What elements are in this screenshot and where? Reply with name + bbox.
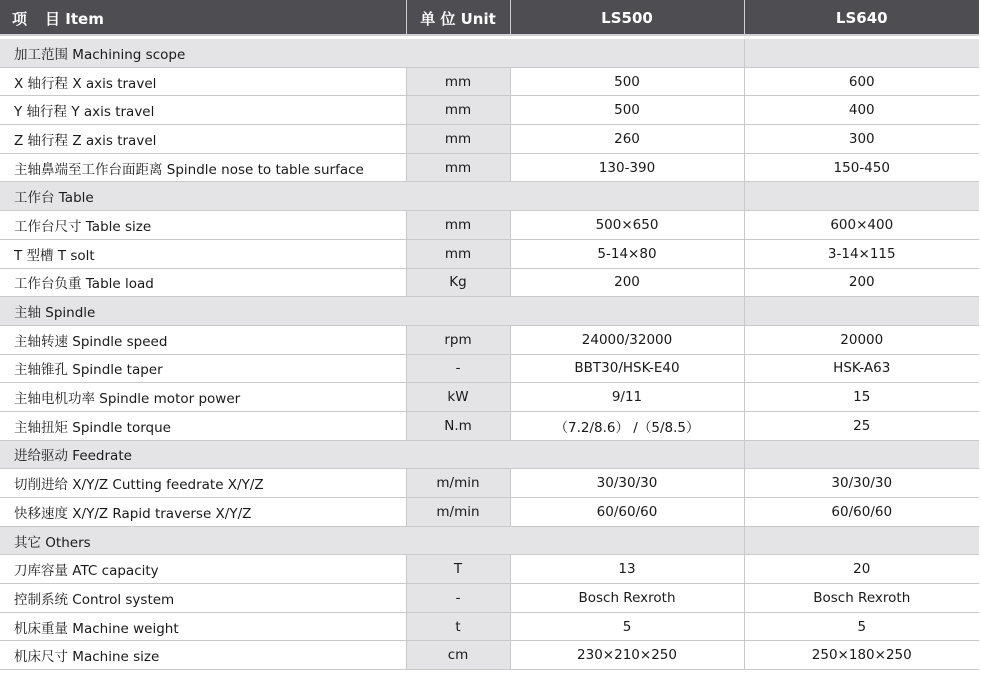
- unit-cell: m/min: [406, 469, 510, 498]
- table-row: [0, 584, 979, 613]
- unit-cell: kW: [406, 383, 510, 412]
- table-row: [0, 325, 979, 354]
- item-label: 机床重量 Machine weight: [0, 612, 406, 641]
- ls640-value: 150-450: [744, 153, 979, 182]
- table-row: [0, 268, 979, 297]
- ls500-value: 60/60/60: [510, 498, 744, 527]
- section-blank: [744, 182, 979, 211]
- unit-cell: mm: [406, 96, 510, 125]
- item-label: Z 轴行程 Z axis travel: [0, 125, 406, 154]
- item-label: 主轴电机功率 Spindle motor power: [0, 383, 406, 412]
- item-label: 工作台尺寸 Table size: [0, 211, 406, 240]
- ls640-value: 20000: [744, 325, 979, 354]
- ls640-value: 3-14×115: [744, 239, 979, 268]
- table-row: [0, 469, 979, 498]
- unit-cell: mm: [406, 153, 510, 182]
- section-title: 进给驱动 Feedrate: [0, 440, 744, 469]
- section-row: [0, 297, 979, 326]
- header-unit: 单 位 Unit: [406, 0, 510, 38]
- ls500-value: Bosch Rexroth: [510, 584, 744, 613]
- ls640-value: 20: [744, 555, 979, 584]
- ls500-value: 500×650: [510, 211, 744, 240]
- section-title: 主轴 Spindle: [0, 297, 744, 326]
- unit-cell: mm: [406, 239, 510, 268]
- table-row: [0, 153, 979, 182]
- ls640-value: 5: [744, 612, 979, 641]
- section-blank: [744, 38, 979, 68]
- unit-cell: mm: [406, 211, 510, 240]
- section-blank: [744, 440, 979, 469]
- item-label: 快移速度 X/Y/Z Rapid traverse X/Y/Z: [0, 498, 406, 527]
- item-label: 工作台负重 Table load: [0, 268, 406, 297]
- ls640-value: HSK-A63: [744, 354, 979, 383]
- ls500-value: 130-390: [510, 153, 744, 182]
- item-label: 刀库容量 ATC capacity: [0, 555, 406, 584]
- section-blank: [744, 297, 979, 326]
- header-item: 项 目 Item: [0, 0, 406, 38]
- section-row: [0, 440, 979, 469]
- unit-cell: -: [406, 584, 510, 613]
- ls640-value: 300: [744, 125, 979, 154]
- unit-cell: N.m: [406, 411, 510, 440]
- table-row: [0, 211, 979, 240]
- ls500-value: （7.2/8.6） /（5/8.5）: [510, 411, 744, 440]
- table-row: [0, 354, 979, 383]
- unit-cell: rpm: [406, 325, 510, 354]
- unit-cell: cm: [406, 641, 510, 670]
- ls500-value: BBT30/HSK-E40: [510, 354, 744, 383]
- unit-cell: mm: [406, 125, 510, 154]
- item-label: 主轴扭矩 Spindle torque: [0, 411, 406, 440]
- item-label: X 轴行程 X axis travel: [0, 67, 406, 96]
- table-row: [0, 498, 979, 527]
- ls640-value: 200: [744, 268, 979, 297]
- ls640-value: 600: [744, 67, 979, 96]
- item-label: 机床尺寸 Machine size: [0, 641, 406, 670]
- section-row: [0, 182, 979, 211]
- table-row: [0, 555, 979, 584]
- ls500-value: 500: [510, 96, 744, 125]
- header-model-ls640: LS640: [744, 0, 979, 38]
- unit-cell: Kg: [406, 268, 510, 297]
- ls500-value: 9/11: [510, 383, 744, 412]
- section-title: 其它 Others: [0, 526, 744, 555]
- ls500-value: 5-14×80: [510, 239, 744, 268]
- ls640-value: 25: [744, 411, 979, 440]
- item-label: Y 轴行程 Y axis travel: [0, 96, 406, 125]
- unit-cell: t: [406, 612, 510, 641]
- ls640-value: 600×400: [744, 211, 979, 240]
- table-row: [0, 125, 979, 154]
- table-row: [0, 96, 979, 125]
- ls500-value: 30/30/30: [510, 469, 744, 498]
- item-label: T 型槽 T solt: [0, 239, 406, 268]
- ls500-value: 13: [510, 555, 744, 584]
- section-blank: [744, 526, 979, 555]
- unit-cell: -: [406, 354, 510, 383]
- ls640-value: 60/60/60: [744, 498, 979, 527]
- ls500-value: 230×210×250: [510, 641, 744, 670]
- ls500-value: 24000/32000: [510, 325, 744, 354]
- item-label: 主轴鼻端至工作台面距离 Spindle nose to table surface: [0, 153, 406, 182]
- ls640-value: 30/30/30: [744, 469, 979, 498]
- section-title: 加工范围 Machining scope: [0, 38, 744, 68]
- ls640-value: 400: [744, 96, 979, 125]
- header-row: [0, 0, 979, 38]
- item-label: 主轴锥孔 Spindle taper: [0, 354, 406, 383]
- ls640-value: 15: [744, 383, 979, 412]
- item-label: 切削进给 X/Y/Z Cutting feedrate X/Y/Z: [0, 469, 406, 498]
- table-row: [0, 641, 979, 670]
- ls500-value: 5: [510, 612, 744, 641]
- table-row: [0, 383, 979, 412]
- ls500-value: 500: [510, 67, 744, 96]
- unit-cell: m/min: [406, 498, 510, 527]
- table-row: [0, 612, 979, 641]
- table-row: [0, 239, 979, 268]
- section-title: 工作台 Table: [0, 182, 744, 211]
- section-row: [0, 38, 979, 68]
- table-row: [0, 411, 979, 440]
- unit-cell: mm: [406, 67, 510, 96]
- ls500-value: 200: [510, 268, 744, 297]
- item-label: 主轴转速 Spindle speed: [0, 325, 406, 354]
- table-row: [0, 67, 979, 96]
- ls640-value: 250×180×250: [744, 641, 979, 670]
- item-label: 控制系统 Control system: [0, 584, 406, 613]
- section-row: [0, 526, 979, 555]
- ls640-value: Bosch Rexroth: [744, 584, 979, 613]
- header-model-ls500: LS500: [510, 0, 744, 38]
- unit-cell: T: [406, 555, 510, 584]
- ls500-value: 260: [510, 125, 744, 154]
